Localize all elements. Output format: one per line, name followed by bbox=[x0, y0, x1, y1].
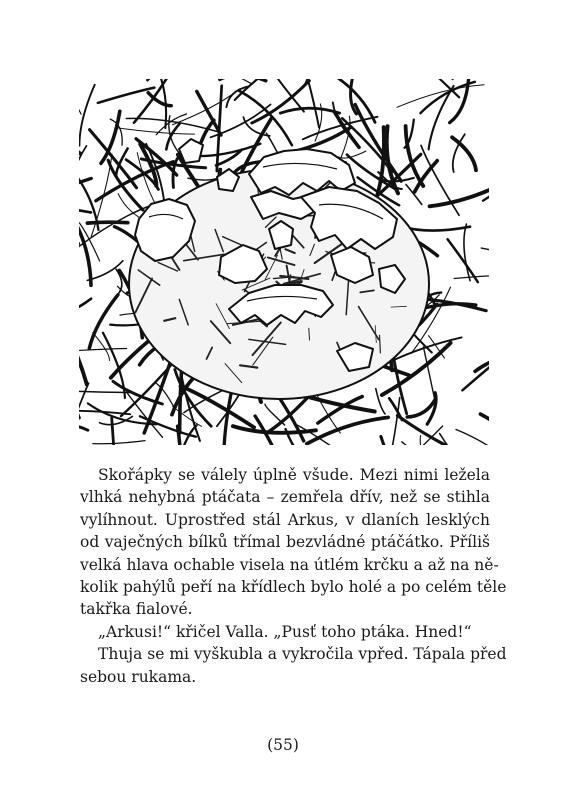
text-line: sebou rukama. bbox=[80, 667, 197, 686]
text-line: „Arkusi!“ křičel Valla. „Pusť toho ptáka. Hned!“ bbox=[98, 622, 472, 641]
text-line: Skořápky se válely úplně všude. Mezi nimi ležela bbox=[98, 466, 490, 484]
text-line: velká hlava ochable visela na útlém krčku a až na ně- bbox=[80, 555, 499, 574]
paragraph bbox=[80, 464, 507, 621]
text-line: od vaječných bílků třímal bezvládné ptáčátko. Příliš bbox=[80, 533, 490, 552]
text-line: takřka fialové. bbox=[80, 600, 193, 619]
text-line: vlhká nehybná ptáčata – zemřela dřív, než se stihla bbox=[80, 488, 490, 507]
text-line: kolik pahýlů peří na křídlech bylo holé a po celém těle bbox=[80, 577, 507, 596]
text-line: Thuja se mi vyškubla a vykročila vpřed. Tápala před bbox=[98, 645, 507, 664]
nest-illustration bbox=[79, 79, 489, 445]
page-number: (55) bbox=[267, 736, 299, 754]
text-line: vylíhnout. Uprostřed stál Arkus, v dlaních lesklých bbox=[80, 510, 490, 529]
body-text bbox=[80, 464, 507, 688]
paragraph bbox=[80, 643, 507, 688]
paragraph bbox=[80, 621, 490, 643]
nest-eggshells-drawing bbox=[79, 79, 489, 445]
